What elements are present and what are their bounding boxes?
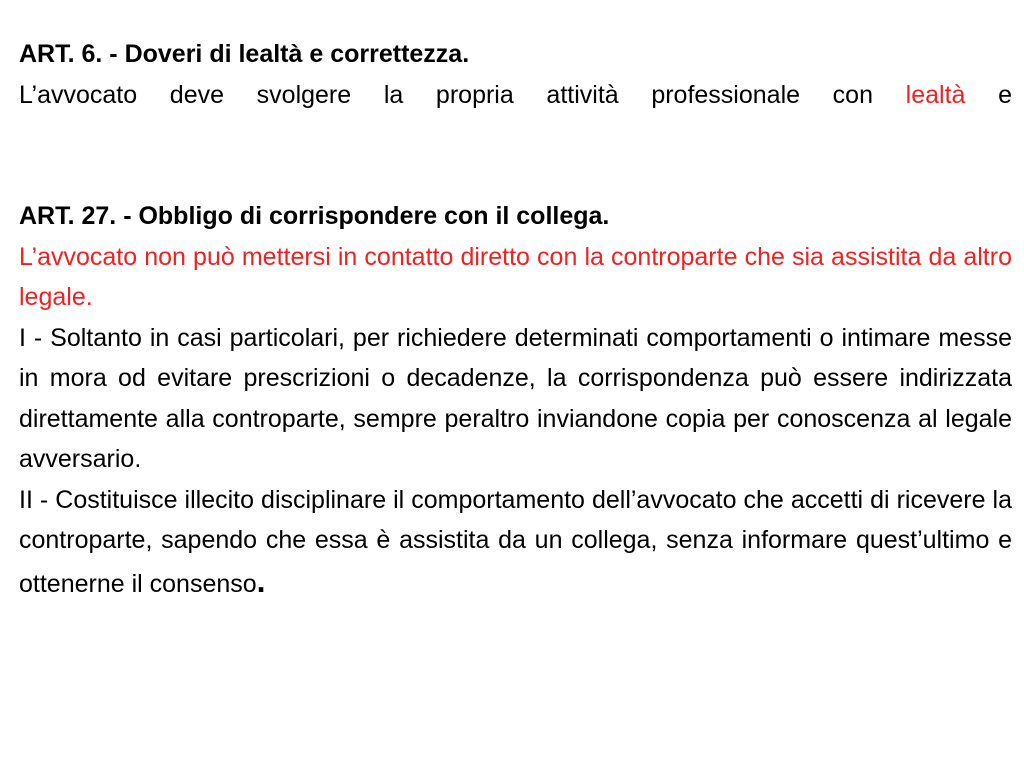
art27-paragraph-2 [19, 480, 1012, 605]
art27-paragraph-2-end: . [256, 562, 266, 599]
art6-text-before: L’avvocato deve svolgere la propria attività professionale con [19, 80, 906, 109]
art6-heading: ART. 6. - Doveri di lealtà e correttezza. [19, 40, 470, 68]
art27-paragraph-2-text: II - Costituisce illecito disciplinare il comportamento dell’avvocato che accetti di ricevere la controparte, sapendo che essa è assistita da un collega, senza informare quest’ultimo e ottenerne il consenso [19, 485, 1012, 598]
art27-heading: ART. 27. - Obbligo di corrispondere con il collega. [19, 202, 610, 230]
slide-content [19, 34, 1012, 604]
section-spacer [19, 115, 1012, 196]
art6-highlight: lealtà [905, 80, 966, 109]
art27-paragraph-1: I - Soltanto in casi particolari, per richiedere determinati comportamenti o intimare messe in mora od evitare prescrizioni o decadenze, la corrispondenza può essere indirizzata direttamente alla controparte, sempre peraltro inviandone copia per conoscenza al legale avversario. [19, 323, 1012, 473]
art27-intro: L’avvocato non può mettersi in contatto diretto con la controparte che sia assistita da altro legale. [19, 242, 1012, 311]
art6-text [19, 75, 1012, 116]
art6-text-after: e [965, 80, 1012, 109]
